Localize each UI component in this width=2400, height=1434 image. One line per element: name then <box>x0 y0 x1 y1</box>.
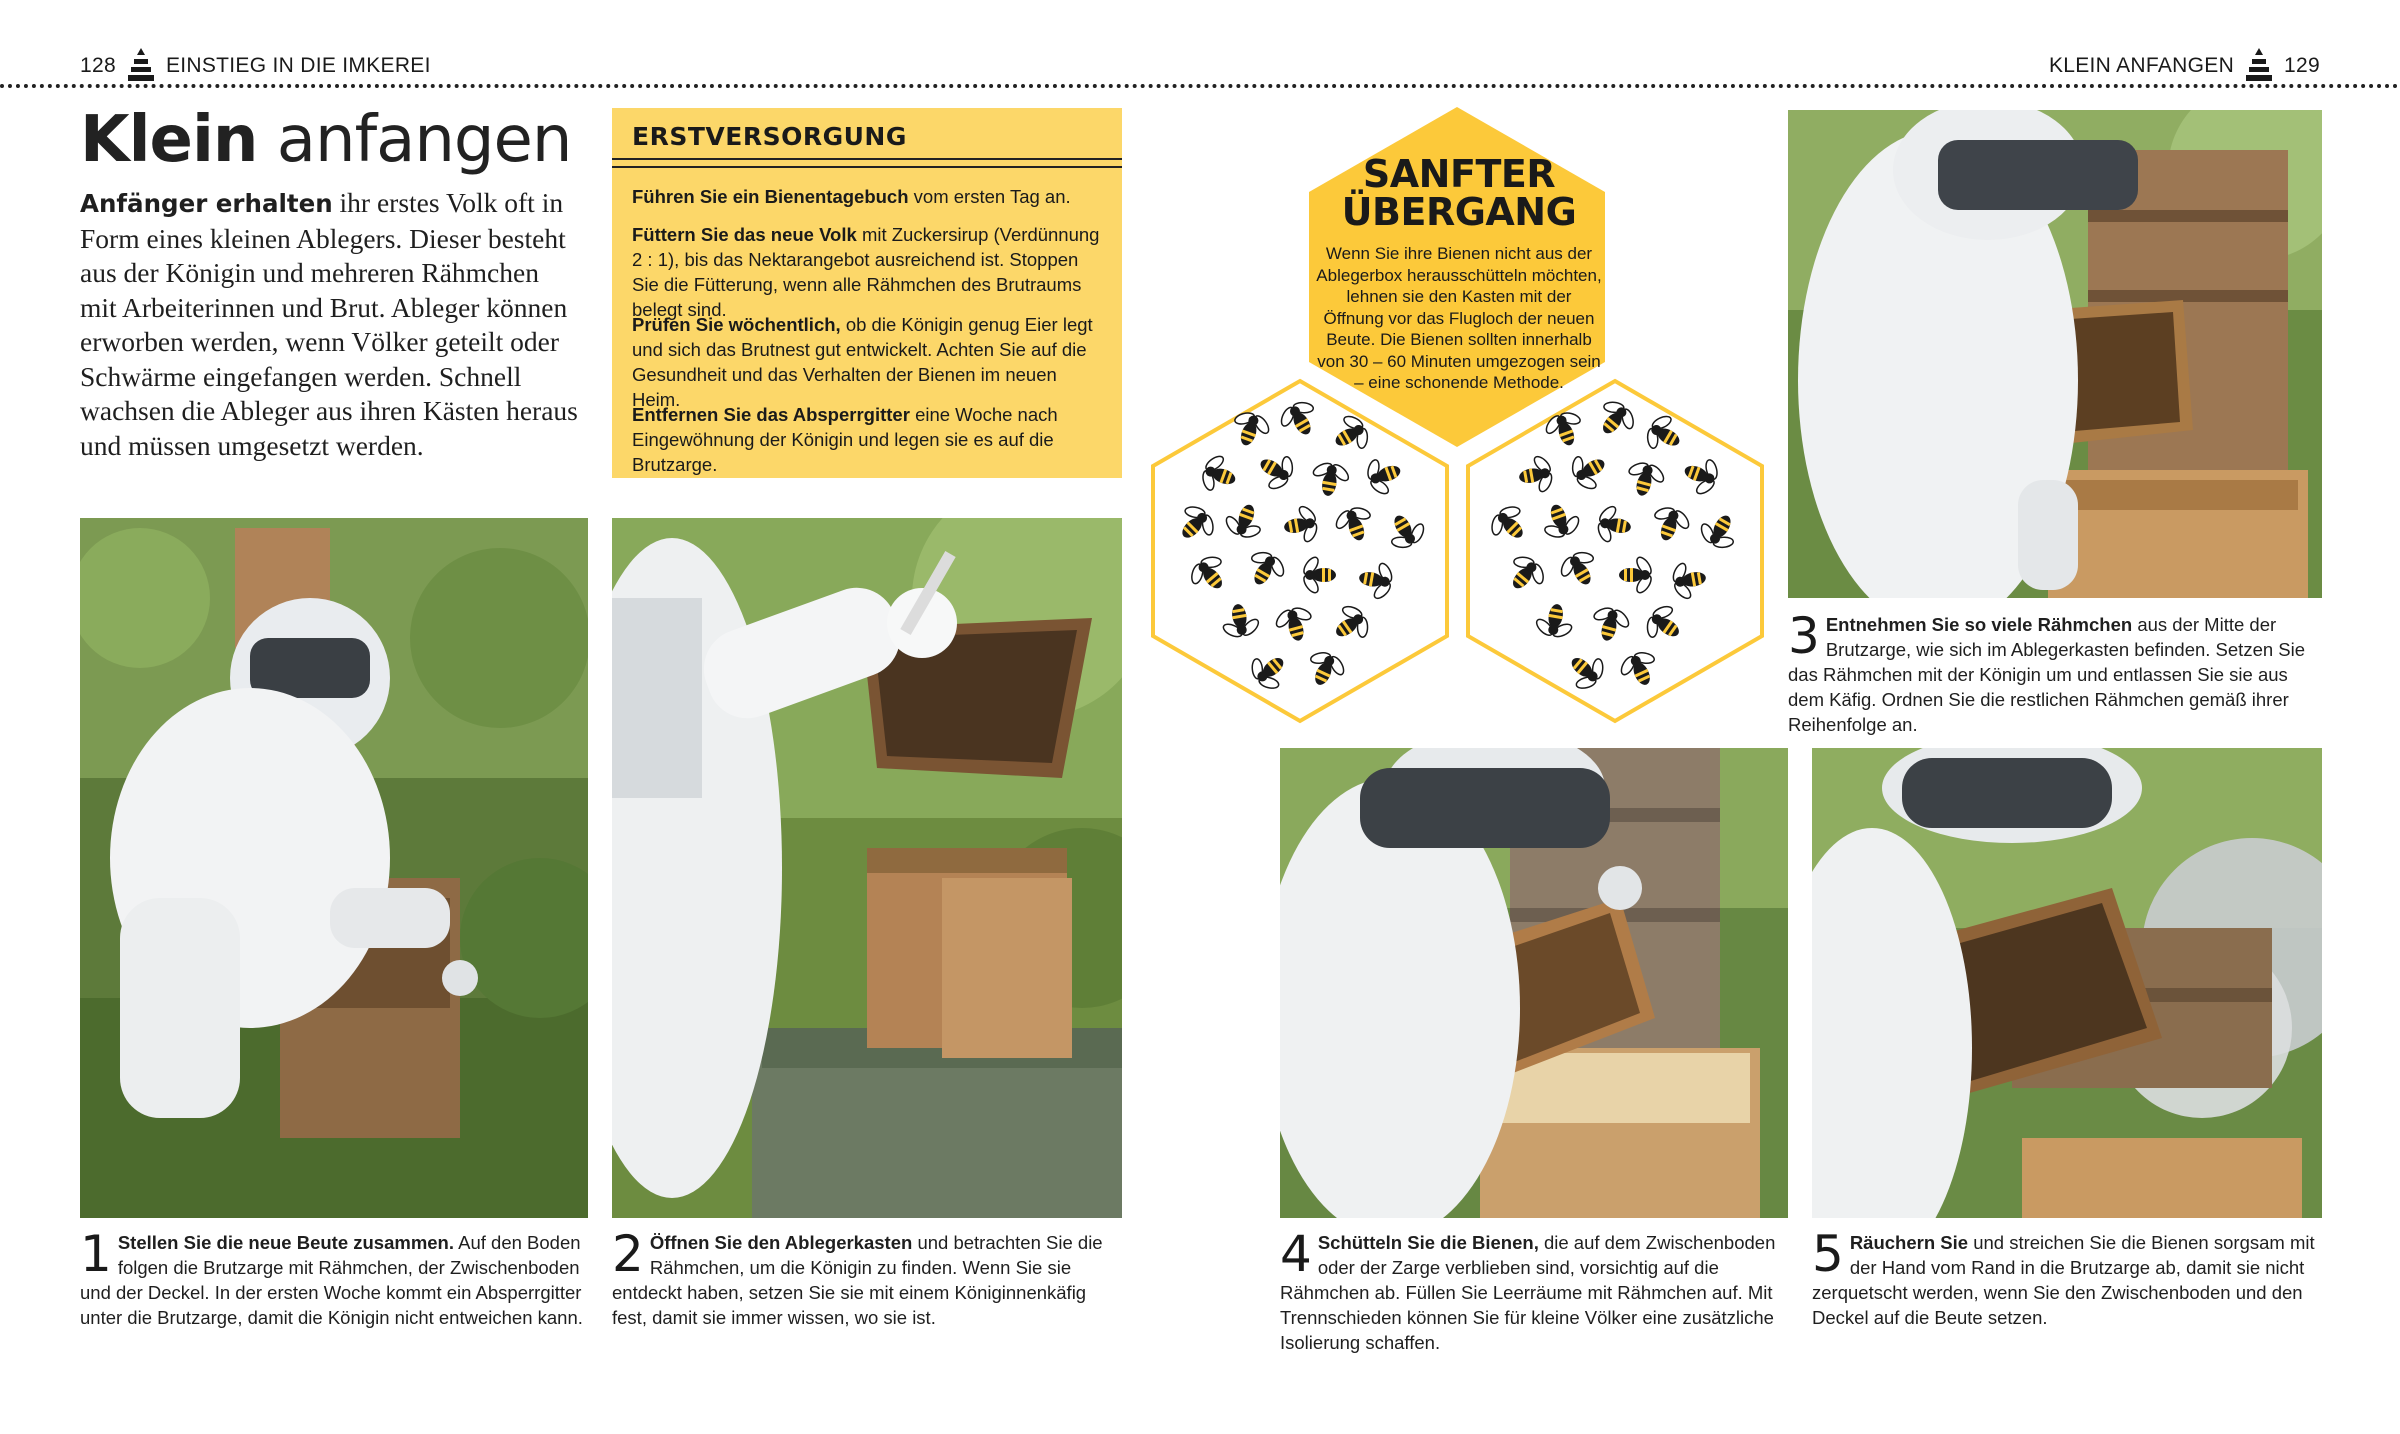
step-caption-2 <box>612 1225 1122 1330</box>
intro-paragraph <box>80 186 580 463</box>
photo-step-4 <box>1280 748 1788 1218</box>
photo-step-5 <box>1812 748 2322 1218</box>
tip-item <box>632 222 1107 322</box>
step-text: die auf dem Zwischenboden oder der Zarge verblieben sind, vorsichtig auf die Rähmchen ab. Füllen Sie Leerräume mit Rähmchen auf. Mit Trennschieden können Sie für kleine Völker eine zusätzliche Isolierung schaffen. <box>1280 1232 1776 1353</box>
step-lead: Stellen Sie die neue Beute zusammen. <box>117 1232 455 1253</box>
tip-text: ob die Königin genug Eier legt und sich das Brutnest gut entwickelt. Achten Sie auf die Gesundheit und das Verhalten der Bienen im neuen Heim. <box>632 314 1093 410</box>
tip-item <box>632 312 1107 412</box>
hex-title-line: SANFTER <box>1362 152 1556 196</box>
step-number: 3 <box>1788 607 1820 665</box>
beehive-icon <box>2244 46 2274 86</box>
step-number: 4 <box>1280 1225 1312 1283</box>
page-title-bold: Klein <box>80 103 258 177</box>
step-text: Auf den Boden folgen die Brutzarge mit Rähmchen, der Zwischenboden und der Deckel. In der ersten Woche kommt ein Absperrgitter unter die Brutzarge, damit die Königin nicht entweichen kann. <box>80 1232 583 1328</box>
tip-lead: Füttern Sie das neue Volk <box>632 224 857 245</box>
left-section-title: EINSTIEG IN DIE IMKEREI <box>165 54 431 77</box>
step-caption-4 <box>1280 1225 1788 1355</box>
right-running-header <box>2049 46 2320 86</box>
step-lead: Öffnen Sie den Ablegerkasten <box>649 1232 913 1253</box>
step-caption-3 <box>1788 607 2322 737</box>
intro-text: ihr erstes Volk oft in Form eines kleinen Ablegers. Dieser besteht aus der Königin und mehreren Rähmchen mit Arbeiterinnen und Brut. Ableger können erworben werden, wenn Völker geteilt oder Schwärme eingefangen werden. Schnell wachsen die Ableger aus ihren Kästen heraus und müssen umgesetzt werden. <box>80 187 578 461</box>
tip-item <box>632 184 1107 209</box>
step-lead: Räuchern Sie <box>1849 1232 1969 1253</box>
step-lead: Schütteln Sie die Bienen, <box>1317 1232 1539 1253</box>
tip-item <box>632 402 1107 477</box>
step-number: 5 <box>1812 1225 1844 1283</box>
beehive-icon <box>126 46 156 86</box>
tip-lead: Prüfen Sie wöchentlich, <box>632 314 841 335</box>
sanfter-uebergang-title <box>1298 152 1620 234</box>
heading-double-rule <box>612 158 1122 168</box>
page-title-rest: anfangen <box>276 103 572 177</box>
right-section-title: KLEIN ANFANGEN <box>2048 54 2235 77</box>
step-caption-1 <box>80 1225 588 1330</box>
erstversorgung-box <box>612 108 1122 478</box>
page-title <box>80 100 571 180</box>
step-number: 2 <box>612 1225 644 1283</box>
photo-step-2 <box>612 518 1122 1218</box>
step-lead: Entnehmen Sie so viele Rähmchen <box>1825 614 2133 635</box>
photo-step-1 <box>80 518 588 1218</box>
tip-text: vom ersten Tag an. <box>913 186 1071 207</box>
step-text: aus der Mitte der Brutzarge, wie sich im Ablegerkasten befinden. Setzen Sie das Rähmchen mit der Königin um und entlassen Sie sie aus dem Käfig. Ordnen Sie die restlichen Rähmchen gemäß ihrer Reihenfolge an. <box>1788 614 2306 735</box>
tip-text: mit Zuckersirup (Verdünnung 2 : 1), bis das Nektarangebot ausreichend ist. Stoppen Sie die Fütterung, wenn alle Rähmchen des Brutraums belegt sind. <box>632 224 1100 320</box>
right-page-number: 129 <box>2284 54 2320 77</box>
photo-step-3 <box>1788 110 2322 598</box>
step-caption-5 <box>1812 1225 2322 1330</box>
left-page-number: 128 <box>80 54 116 77</box>
erstversorgung-heading: ERSTVERSORGUNG <box>632 122 907 151</box>
tip-lead: Entfernen Sie das Absperrgitter <box>632 404 910 425</box>
bees-hexagon-right <box>1468 381 1762 721</box>
tip-lead: Führen Sie ein Bienentagebuch <box>632 186 909 207</box>
header-dotted-rule <box>0 84 2400 88</box>
sanfter-uebergang-text: Wenn Sie ihre Bienen nicht aus der Ablegerbox herausschütteln möchten, lehnen sie den Kasten mit der Öffnung vor das Flugloch der neuen Beute. Die Bienen sollten innerhalb von 30 – 60 Minuten umgezogen sein – eine schonende Methode. <box>1316 244 1602 392</box>
step-number: 1 <box>80 1225 112 1283</box>
step-text: und streichen Sie die Bienen sorgsam mit der Hand vom Rand in die Brutzarge ab, damit sie nicht zerquetscht werden, wenn Sie den Zwischenboden und den Deckel auf die Beute setzen. <box>1812 1232 2315 1328</box>
intro-lead: Anfänger erhalten <box>80 189 333 218</box>
step-text: und betrachten Sie die Rähmchen, um die Königin zu finden. Wenn Sie sie entdeckt haben, setzen Sie sie mit einem Königinnenkäfig fest, damit sie immer wissen, wo sie ist. <box>612 1232 1103 1328</box>
tip-text: eine Woche nach Eingewöhnung der Königin und legen sie es auf die Brutzarge. <box>632 404 1058 475</box>
left-running-header <box>80 46 431 86</box>
hex-title-line: ÜBERGANG <box>1341 190 1577 234</box>
